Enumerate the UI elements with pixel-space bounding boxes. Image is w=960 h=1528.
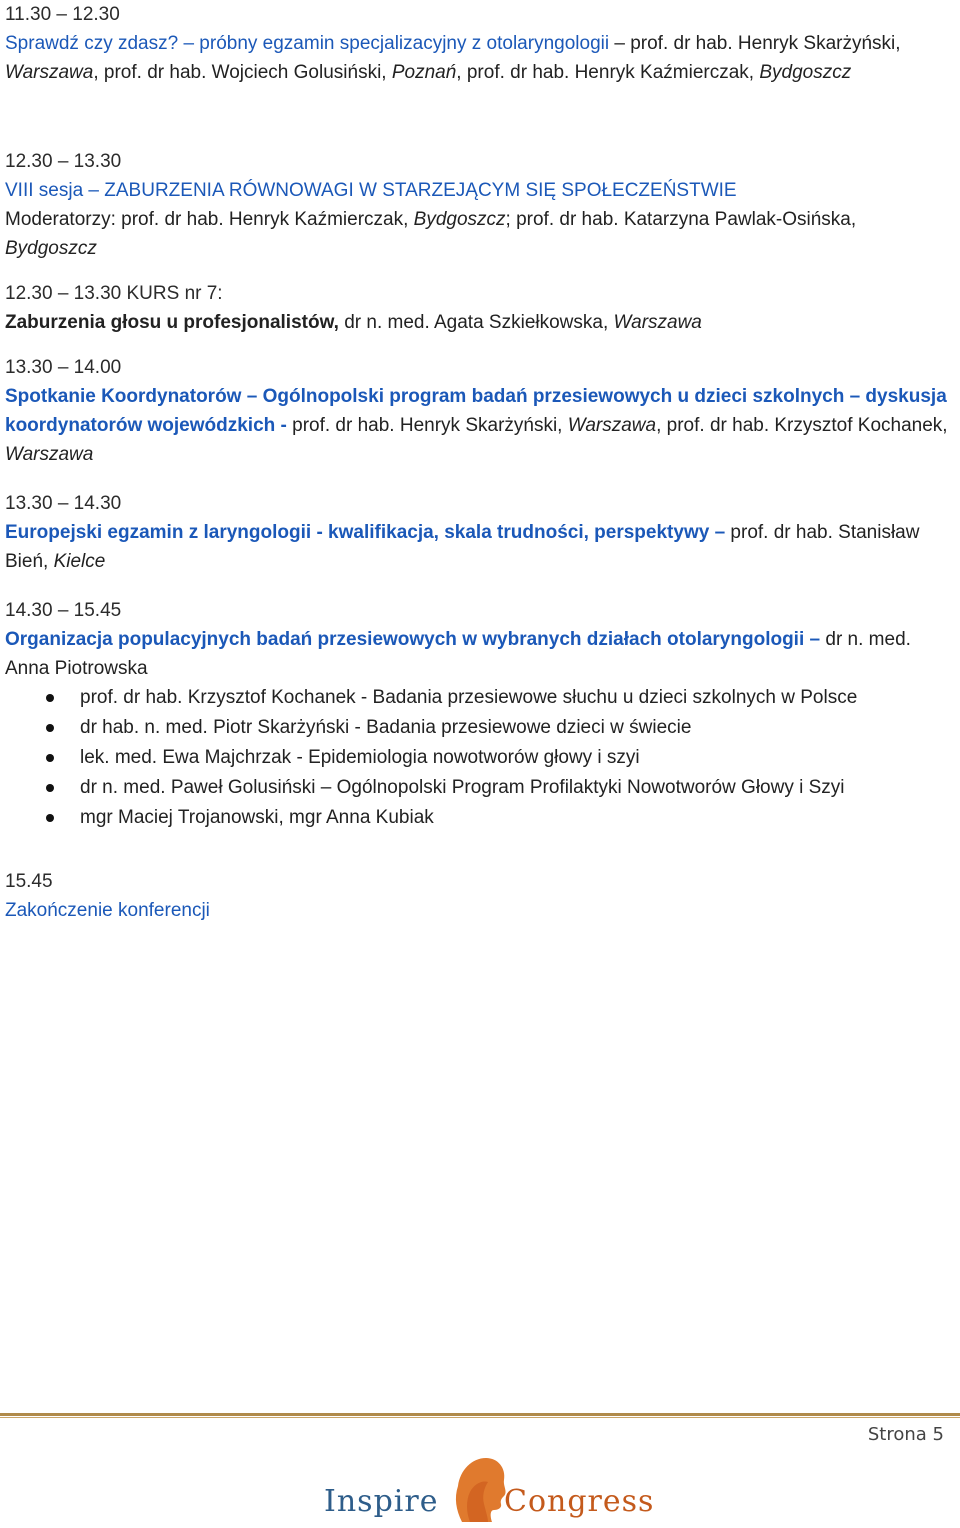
speakers-text: , prof. dr hab. Henryk Kaźmierczak,	[456, 62, 760, 83]
inspire-congress-logo	[320, 1452, 655, 1528]
time-label: 15.45	[5, 871, 53, 892]
session-title: Organizacja populacyjnych badań przesiewowych w wybranych działach otolaryngologii –	[5, 629, 821, 650]
city: Bydgoszcz	[5, 238, 97, 259]
agenda-block-coordinators	[5, 353, 950, 469]
list-item: lek. med. Ewa Majchrzak - Epidemiologia nowotworów głowy i szyi	[5, 743, 950, 773]
agenda-block-course-7	[5, 279, 950, 337]
city: Warszawa	[613, 312, 702, 333]
time-label: 12.30 – 13.30 KURS nr 7:	[5, 283, 223, 304]
agenda-block-screening	[5, 596, 950, 833]
session-title: VIII sesja – ZABURZENIA RÓWNOWAGI W STARZEJĄCYM SIĘ SPOŁECZEŃSTWIE	[5, 180, 737, 201]
speakers-text: – prof. dr hab. Henryk Skarżyński,	[609, 33, 901, 54]
time-label: 13.30 – 14.30	[5, 493, 122, 514]
list-item: dr n. med. Paweł Golusiński – Ogólnopolski Program Profilaktyki Nowotworów Głowy i Szyi	[5, 773, 950, 803]
session-title: Sprawdź czy zdasz? – próbny egzamin specjalizacyjny z otolaryngologii	[5, 33, 610, 54]
city: Bydgoszcz	[413, 209, 506, 230]
city: Warszawa	[5, 62, 94, 83]
moderators-text: ; prof. dr hab. Katarzyna Pawlak-Osińska,	[505, 209, 857, 230]
speakers-text: prof. dr hab. Henryk Skarżyński,	[286, 415, 568, 436]
agenda-block-euro-exam	[5, 489, 950, 576]
city: Kielce	[53, 551, 106, 572]
head-silhouette-icon	[448, 1452, 510, 1526]
city: Poznań	[391, 62, 457, 83]
document-body	[5, 0, 950, 954]
agenda-block-exam	[5, 0, 950, 87]
moderators-text: Moderatorzy: prof. dr hab. Henryk Kaźmierczak,	[5, 209, 414, 230]
list-item: prof. dr hab. Krzysztof Kochanek - Badania przesiewowe słuchu u dzieci szkolnych w Polsce	[5, 683, 950, 713]
session-title: Zakończenie konferencji	[5, 900, 210, 921]
footer-divider-thin	[0, 1417, 960, 1418]
page-number: Strona 5	[867, 1424, 944, 1445]
city: Warszawa	[5, 444, 94, 465]
speakers-text: , prof. dr hab. Krzysztof Kochanek,	[656, 415, 948, 436]
agenda-block-closing	[5, 867, 950, 925]
city: Bydgoszcz	[759, 62, 852, 83]
agenda-block-session-8	[5, 147, 950, 263]
logo-word-right: Congress	[504, 1484, 655, 1519]
time-label: 11.30 – 12.30	[5, 4, 120, 25]
logo-word-left: Inspire	[324, 1484, 439, 1519]
time-label: 14.30 – 15.45	[5, 600, 122, 621]
speaker-text: prof. dr hab. Stanisław Bień,	[5, 522, 920, 572]
session-title: Spotkanie Koordynatorów – Ogólnopolski program badań przesiewowych u dzieci szkolnych – dyskusja koordynatorów wojewódzkich -	[5, 386, 947, 436]
talks-list	[5, 683, 950, 833]
time-label: 12.30 – 13.30	[5, 151, 122, 172]
city: Warszawa	[567, 415, 657, 436]
speakers-text: , prof. dr hab. Wojciech Golusiński,	[93, 62, 392, 83]
course-title: Zaburzenia głosu u profesjonalistów,	[5, 312, 339, 333]
time-label: 13.30 – 14.00	[5, 357, 122, 378]
list-item: dr hab. n. med. Piotr Skarżyński - Badania przesiewowe dzieci w świecie	[5, 713, 950, 743]
session-title: Europejski egzamin z laryngologii - kwalifikacja, skala trudności, perspektywy –	[5, 522, 726, 543]
footer-divider	[0, 1413, 960, 1416]
speaker-text: dr n. med. Agata Szkiełkowska,	[338, 312, 614, 333]
list-item: mgr Maciej Trojanowski, mgr Anna Kubiak	[5, 803, 950, 833]
speaker-text: dr n. med. Anna Piotrowska	[5, 629, 911, 679]
